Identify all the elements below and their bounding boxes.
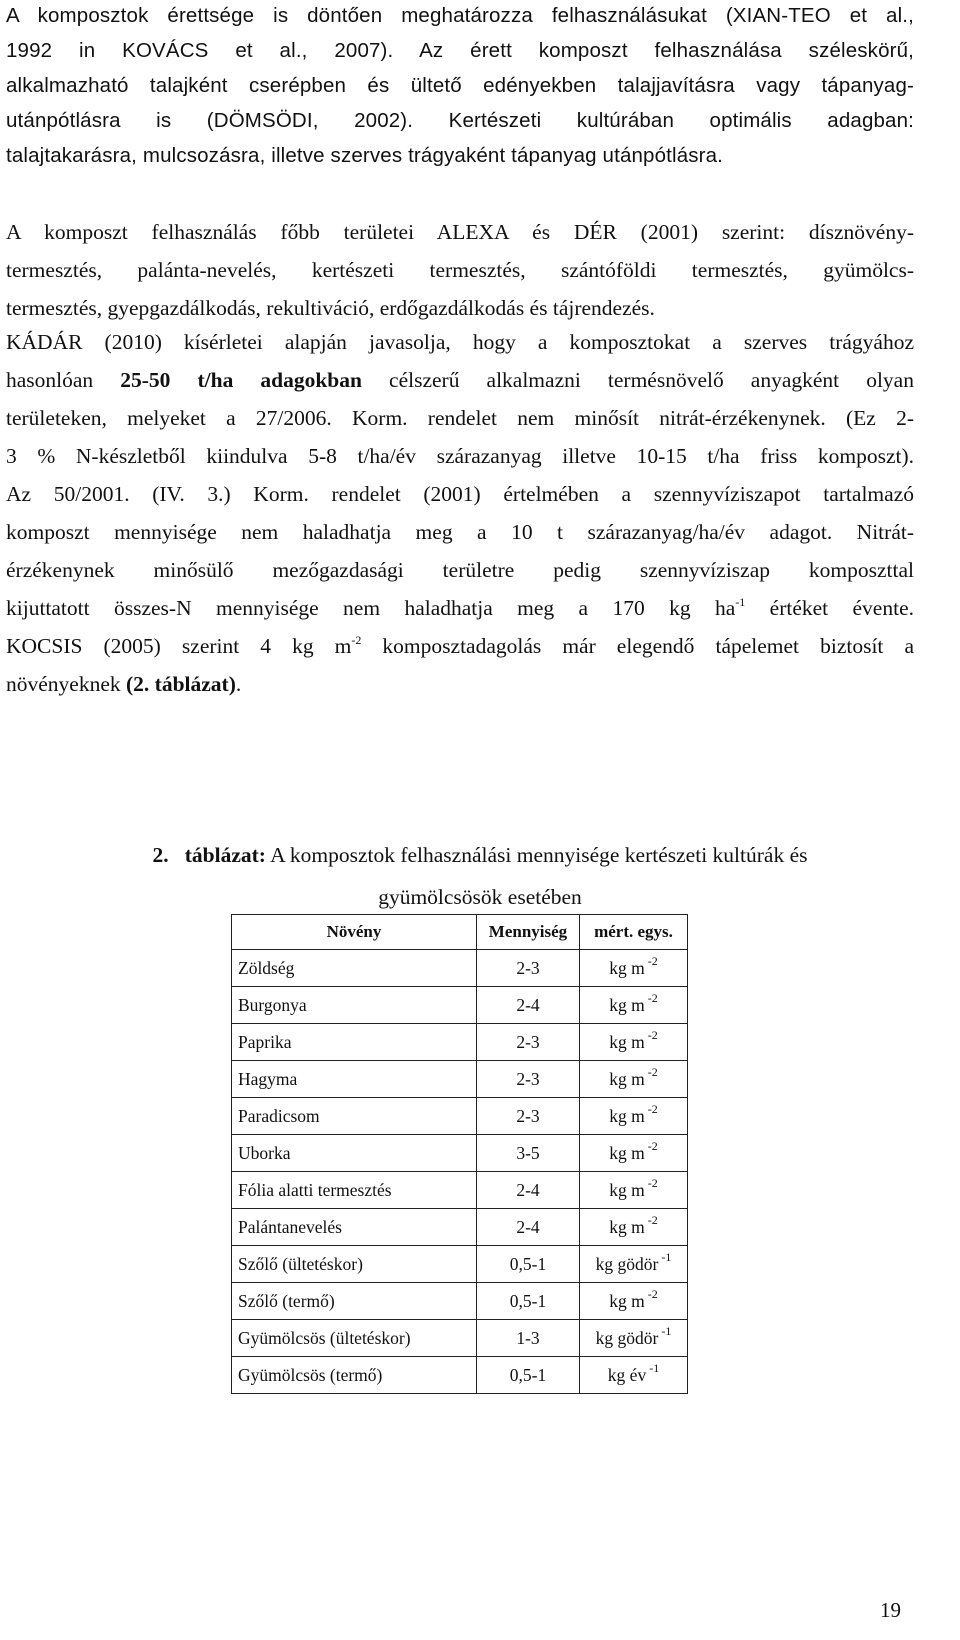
unit-text: kg gödör <box>595 1253 659 1274</box>
table-header-row <box>232 915 688 950</box>
text-line: területeken, melyeket a 27/2006. Korm. rendelet nem minősít nitrát-érzékenynek. (Ez 2- <box>6 406 914 430</box>
compost-quantity-table <box>231 914 688 1394</box>
text-span: növényeknek <box>6 672 127 696</box>
unit-exponent: -2 <box>647 1212 658 1227</box>
unit-text: kg m <box>609 1216 645 1237</box>
cell-amount: 3-5 <box>477 1135 580 1172</box>
cell-plant: Gyümölcsös (ültetéskor) <box>232 1320 477 1357</box>
cell-unit <box>580 950 688 987</box>
caption-label: táblázat: <box>184 843 266 867</box>
table-caption <box>0 834 960 918</box>
cell-amount: 2-4 <box>477 1172 580 1209</box>
unit-text: kg m <box>609 994 645 1015</box>
unit-exponent: -2 <box>647 990 658 1005</box>
text-line: A komposztok érettsége is döntően meghatározza felhasználásukat (XIAN-TEO et al., <box>6 4 914 27</box>
cell-plant: Palántanevelés <box>232 1209 477 1246</box>
cell-amount: 2-3 <box>477 1024 580 1061</box>
paragraph-compost-maturity <box>6 0 914 173</box>
cell-plant: Szőlő (termő) <box>232 1283 477 1320</box>
text-line: A komposzt felhasználás főbb területei ALEXA és DÉR (2001) szerint: dísznövény- <box>6 220 914 244</box>
unit-exponent: -2 <box>647 1064 658 1079</box>
text-line: talajtakarásra, mulcsozásra, illetve szerves trágyaként tápanyag utánpótlásra. <box>6 144 724 167</box>
unit-exponent: -1 <box>661 1323 672 1338</box>
text-span: KOCSIS (2005) szerint 4 kg m <box>6 634 352 658</box>
text-line <box>6 589 914 627</box>
text-line: 1992 in KOVÁCS et al., 2007). Az érett komposzt felhasználása széleskörű, <box>6 39 914 62</box>
cell-plant: Fólia alatti termesztés <box>232 1172 477 1209</box>
paragraph-dosage <box>6 323 914 703</box>
unit-text: kg m <box>609 1179 645 1200</box>
table-row <box>232 1098 688 1135</box>
header-unit: mért. egys. <box>580 915 688 950</box>
text-line: komposzt mennyisége nem haladhatja meg a 10 t szárazanyag/ha/év adagot. Nitrát- <box>6 520 914 544</box>
unit-exponent: -2 <box>647 1286 658 1301</box>
table-row <box>232 1283 688 1320</box>
table-row <box>232 1135 688 1172</box>
cell-amount: 2-3 <box>477 1098 580 1135</box>
table-row <box>232 1024 688 1061</box>
emphasis-dosage: 25-50 t/ha adagokban <box>120 368 362 392</box>
cell-amount: 2-4 <box>477 987 580 1024</box>
text-span: értéket évente. <box>745 596 914 620</box>
cell-unit <box>580 1172 688 1209</box>
text-span: célszerű alkalmazni termésnövelő anyagként olyan <box>361 368 914 392</box>
text-line: termesztés, gyepgazdálkodás, rekultiváció, erdőgazdálkodás és tájrendezés. <box>6 296 655 320</box>
text-line <box>6 627 914 665</box>
cell-plant: Paradicsom <box>232 1098 477 1135</box>
caption-title: A komposztok felhasználási mennyisége kertészeti kultúrák és <box>265 843 808 867</box>
text-line <box>6 665 914 703</box>
superscript: -2 <box>351 633 362 647</box>
text-line: alkalmazható talajként cserépben és ültető edényekben talajjavításra vagy tápanyag- <box>6 74 914 97</box>
table-row <box>232 1357 688 1394</box>
text-span: komposztadagolás már elegendő tápelemet biztosít a <box>361 634 914 658</box>
cell-plant: Gyümölcsös (termő) <box>232 1357 477 1394</box>
superscript: -1 <box>735 595 746 609</box>
text-line: 3 % N-készletből kiindulva 5-8 t/ha/év szárazanyag illetve 10-15 t/ha friss komposzt). <box>6 444 914 468</box>
text-line: Az 50/2001. (IV. 3.) Korm. rendelet (2001) értelmében a szennyvíziszapot tartalmazó <box>6 482 914 506</box>
paragraph-usage-areas <box>6 213 914 327</box>
unit-text: kg m <box>609 957 645 978</box>
table-row <box>232 1209 688 1246</box>
text-line: utánpótlásra is (DÖMSÖDI, 2002). Kertészeti kultúrában optimális adagban: <box>6 109 914 132</box>
cell-unit <box>580 987 688 1024</box>
table-row <box>232 1172 688 1209</box>
unit-text: kg m <box>609 1142 645 1163</box>
cell-unit <box>580 1357 688 1394</box>
unit-exponent: -2 <box>647 953 658 968</box>
cell-unit <box>580 1320 688 1357</box>
unit-text: kg m <box>609 1068 645 1089</box>
cell-amount: 0,5-1 <box>477 1357 580 1394</box>
unit-text: kg év <box>607 1364 647 1385</box>
cell-plant: Burgonya <box>232 987 477 1024</box>
unit-exponent: -2 <box>647 1027 658 1042</box>
page-number: 19 <box>880 1598 901 1622</box>
header-plant: Növény <box>232 915 477 950</box>
cell-amount: 2-4 <box>477 1209 580 1246</box>
unit-exponent: -1 <box>661 1249 672 1264</box>
unit-exponent: -2 <box>647 1101 658 1116</box>
unit-exponent: -2 <box>647 1138 658 1153</box>
cell-amount: 0,5-1 <box>477 1246 580 1283</box>
cell-unit <box>580 1209 688 1246</box>
caption-line <box>0 834 960 876</box>
text-line <box>6 361 914 399</box>
text-line: KÁDÁR (2010) kísérletei alapján javasolja, hogy a komposztokat a szerves trágyához <box>6 330 914 354</box>
table-reference: (2. táblázat) <box>126 672 236 696</box>
cell-plant: Szőlő (ültetéskor) <box>232 1246 477 1283</box>
cell-amount: 2-3 <box>477 1061 580 1098</box>
unit-exponent: -1 <box>649 1360 660 1375</box>
unit-text: kg gödör <box>595 1327 659 1348</box>
unit-text: kg m <box>609 1290 645 1311</box>
text-line: termesztés, palánta-nevelés, kertészeti termesztés, szántóföldi termesztés, gyümölcs- <box>6 258 914 282</box>
cell-amount: 1-3 <box>477 1320 580 1357</box>
cell-amount: 2-3 <box>477 950 580 987</box>
text-line: érzékenynek minősülő mezőgazdasági területre pedig szennyvíziszap komposzttal <box>6 558 914 582</box>
cell-plant: Uborka <box>232 1135 477 1172</box>
text-span: hasonlóan <box>6 368 121 392</box>
cell-unit <box>580 1283 688 1320</box>
cell-plant: Hagyma <box>232 1061 477 1098</box>
caption-number: 2. <box>152 843 169 867</box>
table-row <box>232 1246 688 1283</box>
cell-unit <box>580 1246 688 1283</box>
text-span: kijuttatott összes-N mennyisége nem haladhatja meg a 170 kg ha <box>6 596 736 620</box>
table-body <box>232 950 688 1394</box>
unit-text: kg m <box>609 1031 645 1052</box>
cell-unit <box>580 1098 688 1135</box>
cell-amount: 0,5-1 <box>477 1283 580 1320</box>
unit-text: kg m <box>609 1105 645 1126</box>
table-row <box>232 950 688 987</box>
table-row <box>232 1061 688 1098</box>
table-row <box>232 987 688 1024</box>
cell-plant: Zöldség <box>232 950 477 987</box>
table-row <box>232 1320 688 1357</box>
unit-exponent: -2 <box>647 1175 658 1190</box>
text-span: . <box>235 672 242 696</box>
header-amount: Mennyiség <box>477 915 580 950</box>
cell-unit <box>580 1135 688 1172</box>
cell-unit <box>580 1024 688 1061</box>
cell-unit <box>580 1061 688 1098</box>
caption-line: gyümölcsösök esetében <box>378 885 582 909</box>
cell-plant: Paprika <box>232 1024 477 1061</box>
